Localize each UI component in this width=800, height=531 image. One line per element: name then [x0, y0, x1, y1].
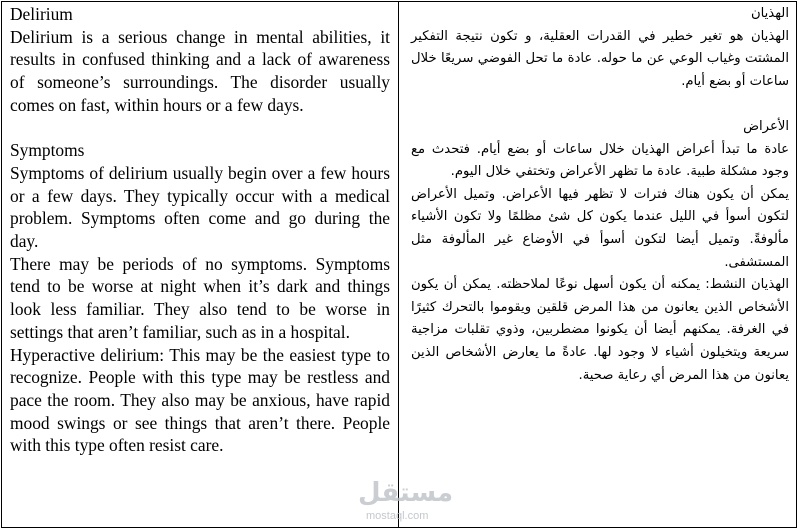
arabic-para-periods: يمكن أن يكون هناك فترات لا تظهر فيها الأعراض. وتميل الأعراض لتكون أسوأ في الليل عندما يكون كل شئ مظلمًا ولا تكون الأشياء مألوفةً. وتميل أيضا لتكون أسوأ في الأوضاع غير المألوفة مثل المستشفى. [411, 186, 789, 270]
arabic-column [399, 2, 796, 527]
arabic-para-hyperactive: الهذيان النشط: يمكنه أن يكون أسهل نوعًا لملاحظته. يمكن أن يكون الأشخاص الذين يعانون من هذا المرض قلقين ويقوموا بالتحرك كثيرًا في الغرفة. يمكنهم أيضا أن يكونوا مضطربين، وذوي تقلبات مزاجية سريعة ويتخيلون أشياء لا وجود لها. عادةً ما يعارض الأشخاص الذين يعانون من هذا المرض أي رعاية صحية. [411, 277, 789, 383]
watermark-url: mostaql.com [366, 510, 429, 522]
english-symptoms-heading: Symptoms [10, 140, 85, 161]
english-title: Delirium [10, 4, 73, 24]
english-para-periods: There may be periods of no symptoms. Symptoms tend to be worse at night when it’s dark and things look less familiar. They also tend to be worse in settings that aren’t familiar, such as in a hospital. [10, 253, 390, 342]
bilingual-table [1, 1, 797, 528]
english-spacer [10, 117, 390, 140]
arabic-symptoms-heading: الأعراض [743, 118, 789, 134]
arabic-para-onset: عادة ما تبدأ أعراض الهذيان خلال ساعات أو بضع أيام. فتحدث مع وجود مشكلة طبية. عادة ما تظهر الأعراض وتختفي خلال اليوم. [411, 141, 789, 180]
english-intro: Delirium is a serious change in mental abilities, it results in confused thinking and a lack of awareness of someone’s surroundings. The disorder usually comes on fast, within hours or a few days. [10, 26, 390, 115]
watermark-logo: مستقل [358, 478, 454, 508]
arabic-title: الهذيان [750, 6, 789, 21]
arabic-spacer [411, 93, 789, 116]
english-para-onset: Symptoms of delirium usually begin over a few hours or a few days. They typically occur with a medical problem. Symptoms often come and go during the day. [10, 162, 390, 252]
english-column [2, 2, 399, 527]
arabic-intro: الهذيان هو تغير خطير في القدرات العقلية، و تكون نتيجة التفكير المشتت وغياب الوعي عن ما حوله. عادة ما تحل الفوضي سريعًا خلال ساعات أو بضع أيام. [411, 28, 789, 89]
english-para-hyperactive: Hyperactive delirium: This may be the easiest type to recognize. People with this type may be restless and pace the room. They also may be anxious, have rapid mood swings or see things that aren’t there. People with this type often resist care. [10, 344, 390, 456]
